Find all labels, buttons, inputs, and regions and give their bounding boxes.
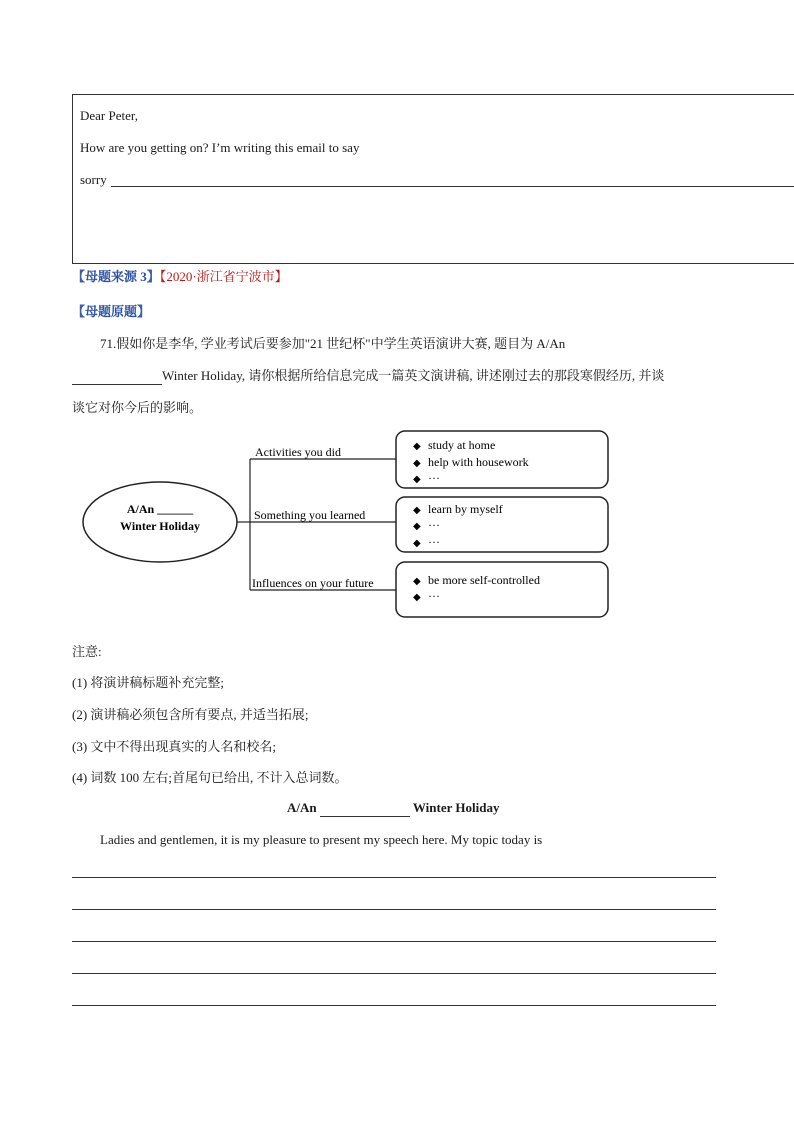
note-item-3: (3) 文中不得出现真实的人名和校名; <box>72 739 277 754</box>
bullet-icon: ◆ <box>413 474 421 485</box>
item-ellipsis: ··· <box>428 518 440 532</box>
notes-heading: 注意: <box>72 644 102 659</box>
source-label: 母题来源 3 <box>85 269 147 284</box>
original-tag: 【母题原题】 <box>72 304 151 319</box>
speech-opening: Ladies and gentlemen, it is my pleasure to present my speech here. My topic today is <box>100 832 543 847</box>
item-ellipsis: ··· <box>428 471 440 485</box>
branch-label-influences: Influences on your future <box>252 576 374 590</box>
bullet-icon: ◆ <box>413 441 421 452</box>
bullet-icon: ◆ <box>413 521 421 532</box>
item-help-with-housework: help with housework <box>428 455 529 469</box>
writing-line-1[interactable] <box>72 877 716 878</box>
prompt-line-1: 71.假如你是李华, 学业考试后要参加"21 世纪杯"中学生英语演讲大赛, 题目为 A/An <box>100 336 566 351</box>
bullet-icon: ◆ <box>413 576 421 587</box>
email-line-2: sorry <box>80 172 107 187</box>
writing-line-5[interactable] <box>72 1005 716 1006</box>
branch-label-learned: Something you learned <box>254 508 366 522</box>
bullet-icon: ◆ <box>413 592 421 603</box>
source-tag: 【母题来源 3】【2020·浙江省宁波市】 <box>72 269 288 284</box>
writing-line-3[interactable] <box>72 941 716 942</box>
item-be-more-self-controlled: be more self-controlled <box>428 573 540 587</box>
item-ellipsis: ··· <box>428 535 440 549</box>
note-item-1: (1) 将演讲稿标题补充完整; <box>72 675 225 690</box>
center-label-1: A/An ______ <box>126 502 194 516</box>
writing-line-4[interactable] <box>72 973 716 974</box>
bullet-icon: ◆ <box>413 458 421 469</box>
speech-title-blank[interactable] <box>320 800 410 817</box>
branch-label-activities: Activities you did <box>255 445 341 459</box>
item-study-at-home: study at home <box>428 438 496 452</box>
email-line-1: How are you getting on? I’m writing this email to say <box>80 140 360 155</box>
center-label-2: Winter Holiday <box>120 519 200 533</box>
writing-line-2[interactable] <box>72 909 716 910</box>
prompt-line-2: Winter Holiday, 请你根据所给信息完成一篇英文演讲稿, 讲述刚过去的那段寒假经历, 并谈 <box>72 365 664 385</box>
email-greeting: Dear Peter, <box>80 108 138 123</box>
prompt-line-3: 谈它对你今后的影响。 <box>72 400 203 415</box>
bullet-icon: ◆ <box>413 505 421 516</box>
source-region: 2020·浙江省宁波市 <box>166 269 275 284</box>
note-item-2: (2) 演讲稿必须包含所有要点, 并适当拓展; <box>72 707 309 722</box>
item-ellipsis: ··· <box>428 589 440 603</box>
speech-title: A/An Winter Holiday <box>287 800 500 815</box>
bullet-icon: ◆ <box>413 538 421 549</box>
note-item-4: (4) 词数 100 左右;首尾句已给出, 不计入总词数。 <box>72 770 348 785</box>
item-learn-by-myself: learn by myself <box>428 502 503 516</box>
original-label: 母题原题 <box>85 304 138 319</box>
